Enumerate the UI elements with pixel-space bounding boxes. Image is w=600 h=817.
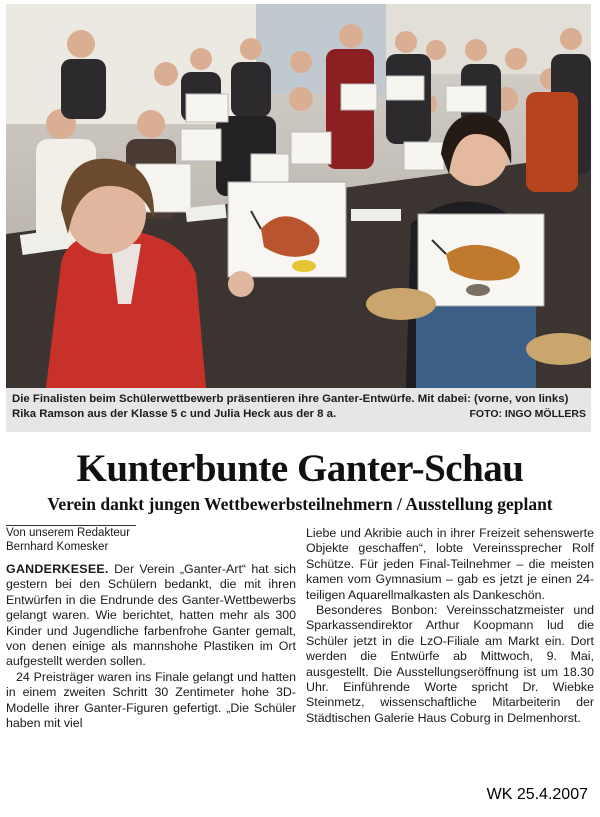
photo-credit: FOTO: INGO MÖLLERS [469,408,586,420]
paragraph-3: Liebe und Akribie auch in ihrer Freizeit sehenswerte Objekte geschaffen“, lobte Vereinssprecher Rolf Schütze. Für jeden Final-Teilnehmer – die meisten kamen vom Gymnasium – gab es jetzt je einen 24-teiligen Aquarellmalkasten als Dankeschön. [306,526,594,602]
paragraph-1 [6,562,296,670]
article-column-1 [6,526,296,731]
news-photo [6,4,591,388]
paragraph-4: Besonderes Bonbon: Vereinsschatzmeister und Sparkassendirektor Arthur Koopmann lud die Schüler jetzt in die LzO-Filiale am Markt ein. Dort werden die Entwürfe ab Mittwoch, 9. Mai, ausgestellt. Die Ausstellungseröffnung ist um 18.30 Uhr. Einführende Worte spricht Dr. Wiebke Steinmetz, wissenschaftliche Mitarbeiterin der Städtischen Galerie Haus Coburg in Delmenhorst. [306,603,594,725]
article-headline: Kunterbunte Ganter-Schau [76,447,524,490]
article-subheadline: Verein dankt jungen Wettbewerbsteilnehmern / Ausstellung geplant [47,494,553,514]
author-line-1: Von unserem Redakteur [6,527,131,539]
author-byline [6,526,296,554]
author-line-2: Bernhard Komesker [6,541,109,553]
paragraph-1-text: Der Verein „Ganter-Art“ hat sich gestern bei den Schülern bedankt, die mit ihren Entwürfen in die Endrunde des Ganter-Wettbewerbs gelangt waren. Wie berichtet, hatten mehr als 300 Kinder und Jugendliche farbenfrohe Ganter gemalt, von denen einige als mannshohe Plastiken im Ort aufgestellt werden sollen. [6,562,296,669]
dateline: GANDERKESEE. [6,562,109,576]
paragraph-2: 24 Preisträger waren ins Finale gelangt und hatten in einem zweiten Schritt 30 Zentimeter hohe 3D-Modelle ihrer Ganter-Figuren gefertigt. „Die Schüler haben mit viel [6,669,296,731]
source-stamp: WK 25.4.2007 [486,786,588,803]
caption-text: Die Finalisten beim Schülerwettbewerb präsentieren ihre Ganter-Entwürfe. Mit dabei: (vorne, von links) Rika Ramson aus der Klasse 5 c und Julia Heck aus der 8 a. [12,393,569,420]
photo-illustration [6,4,591,388]
article-column-2 [306,526,594,726]
